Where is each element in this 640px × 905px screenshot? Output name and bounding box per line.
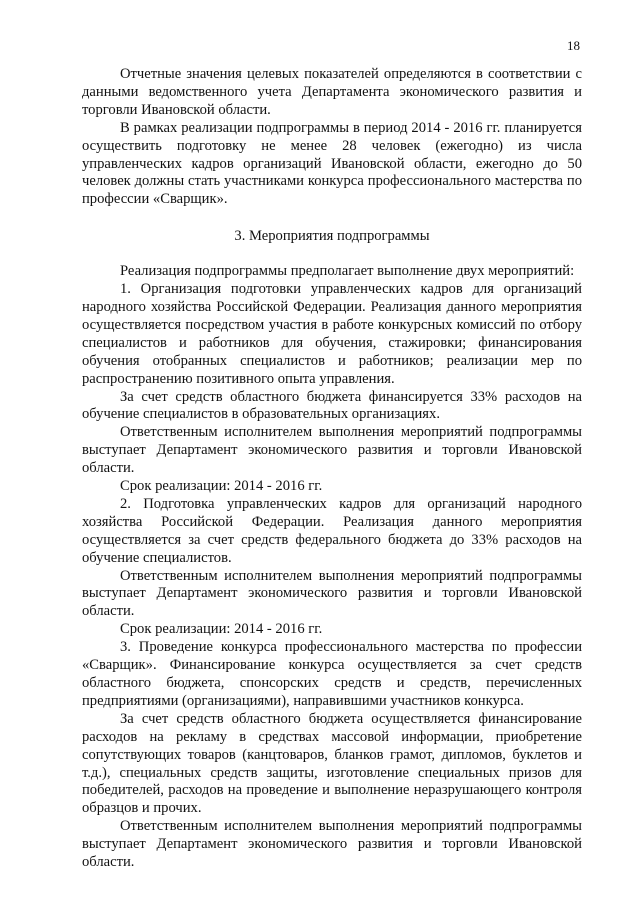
paragraph: Отчетные значения целевых показателей определяются в соответствии с данными ведомственного учета Департамента экономического развития и торговли Ивановской области. (82, 66, 582, 118)
paragraph: 2. Подготовка управленческих кадров для организаций народного хозяйства Российской Федерации. Реализация данного мероприятия осуществляется за счет средств федерального бюджета до 33% расходов на обучение специалистов. (82, 495, 582, 566)
paragraph: Срок реализации: 2014 - 2016 гг. (120, 478, 323, 495)
paragraph: Реализация подпрограммы предполагает выполнение двух мероприятий: (120, 263, 575, 280)
paragraph: 3. Проведение конкурса профессионального мастерства по профессии «Сварщик». Финансирование конкурса осуществляется за счет средств областного бюджета, спонсорских средств и средств, перечисленных предприятиями (организациями), направившими участников конкурса. (82, 639, 582, 709)
page-number: 18 (567, 38, 580, 53)
paragraph: За счет средств областного бюджета осуществляется финансирование расходов на рекламу в средствах массовой информации, приобретение сопутствующих товаров (канцтоваров, бланков грамот, дипломов, буклетов и т.д.), специальных средств защиты, изготовление специальных призов для победителей, расходов на проведение и выполнение неразрушающего контроля образцов и прочих. (82, 710, 582, 817)
paragraph: 1. Организация подготовки управленческих кадров для организаций народного хозяйства Российской Федерации. Реализация данного мероприятия осуществляется посредством участия в работе конкурсных комиссий по отбору специалистов и работников для обучения, стажировки; финансирования обучения отобранных специалистов и работников; реализации мер по распространению позитивного опыта управления. (82, 281, 582, 387)
paragraph: Ответственным исполнителем выполнения мероприятий подпрограммы выступает Департамент экономического развития и торговли Ивановской области. (82, 818, 582, 871)
document-body (82, 66, 582, 872)
paragraph: За счет средств областного бюджета финансируется 33% расходов на обучение специалистов в образовательных организациях. (82, 388, 582, 423)
paragraph: В рамках реализации подпрограммы в период 2014 - 2016 гг. планируется осуществить подготовку не менее 28 человек (ежегодно) из числа управленческих кадров организаций Ивановской области, ежегодно до 50 человек должны стать участниками конкурса профессионального мастерства по профессии «Сварщик». (82, 119, 582, 208)
paragraph: Ответственным исполнителем выполнения мероприятий подпрограммы выступает Департамент экономического развития и торговли Ивановской области. (82, 424, 582, 477)
paragraph: Ответственным исполнителем выполнения мероприятий подпрограммы выступает Департамент экономического развития и торговли Ивановской области. (82, 567, 582, 620)
section-heading: 3. Мероприятия подпрограммы (234, 228, 430, 245)
paragraph: Срок реализации: 2014 - 2016 гг. (120, 621, 323, 638)
